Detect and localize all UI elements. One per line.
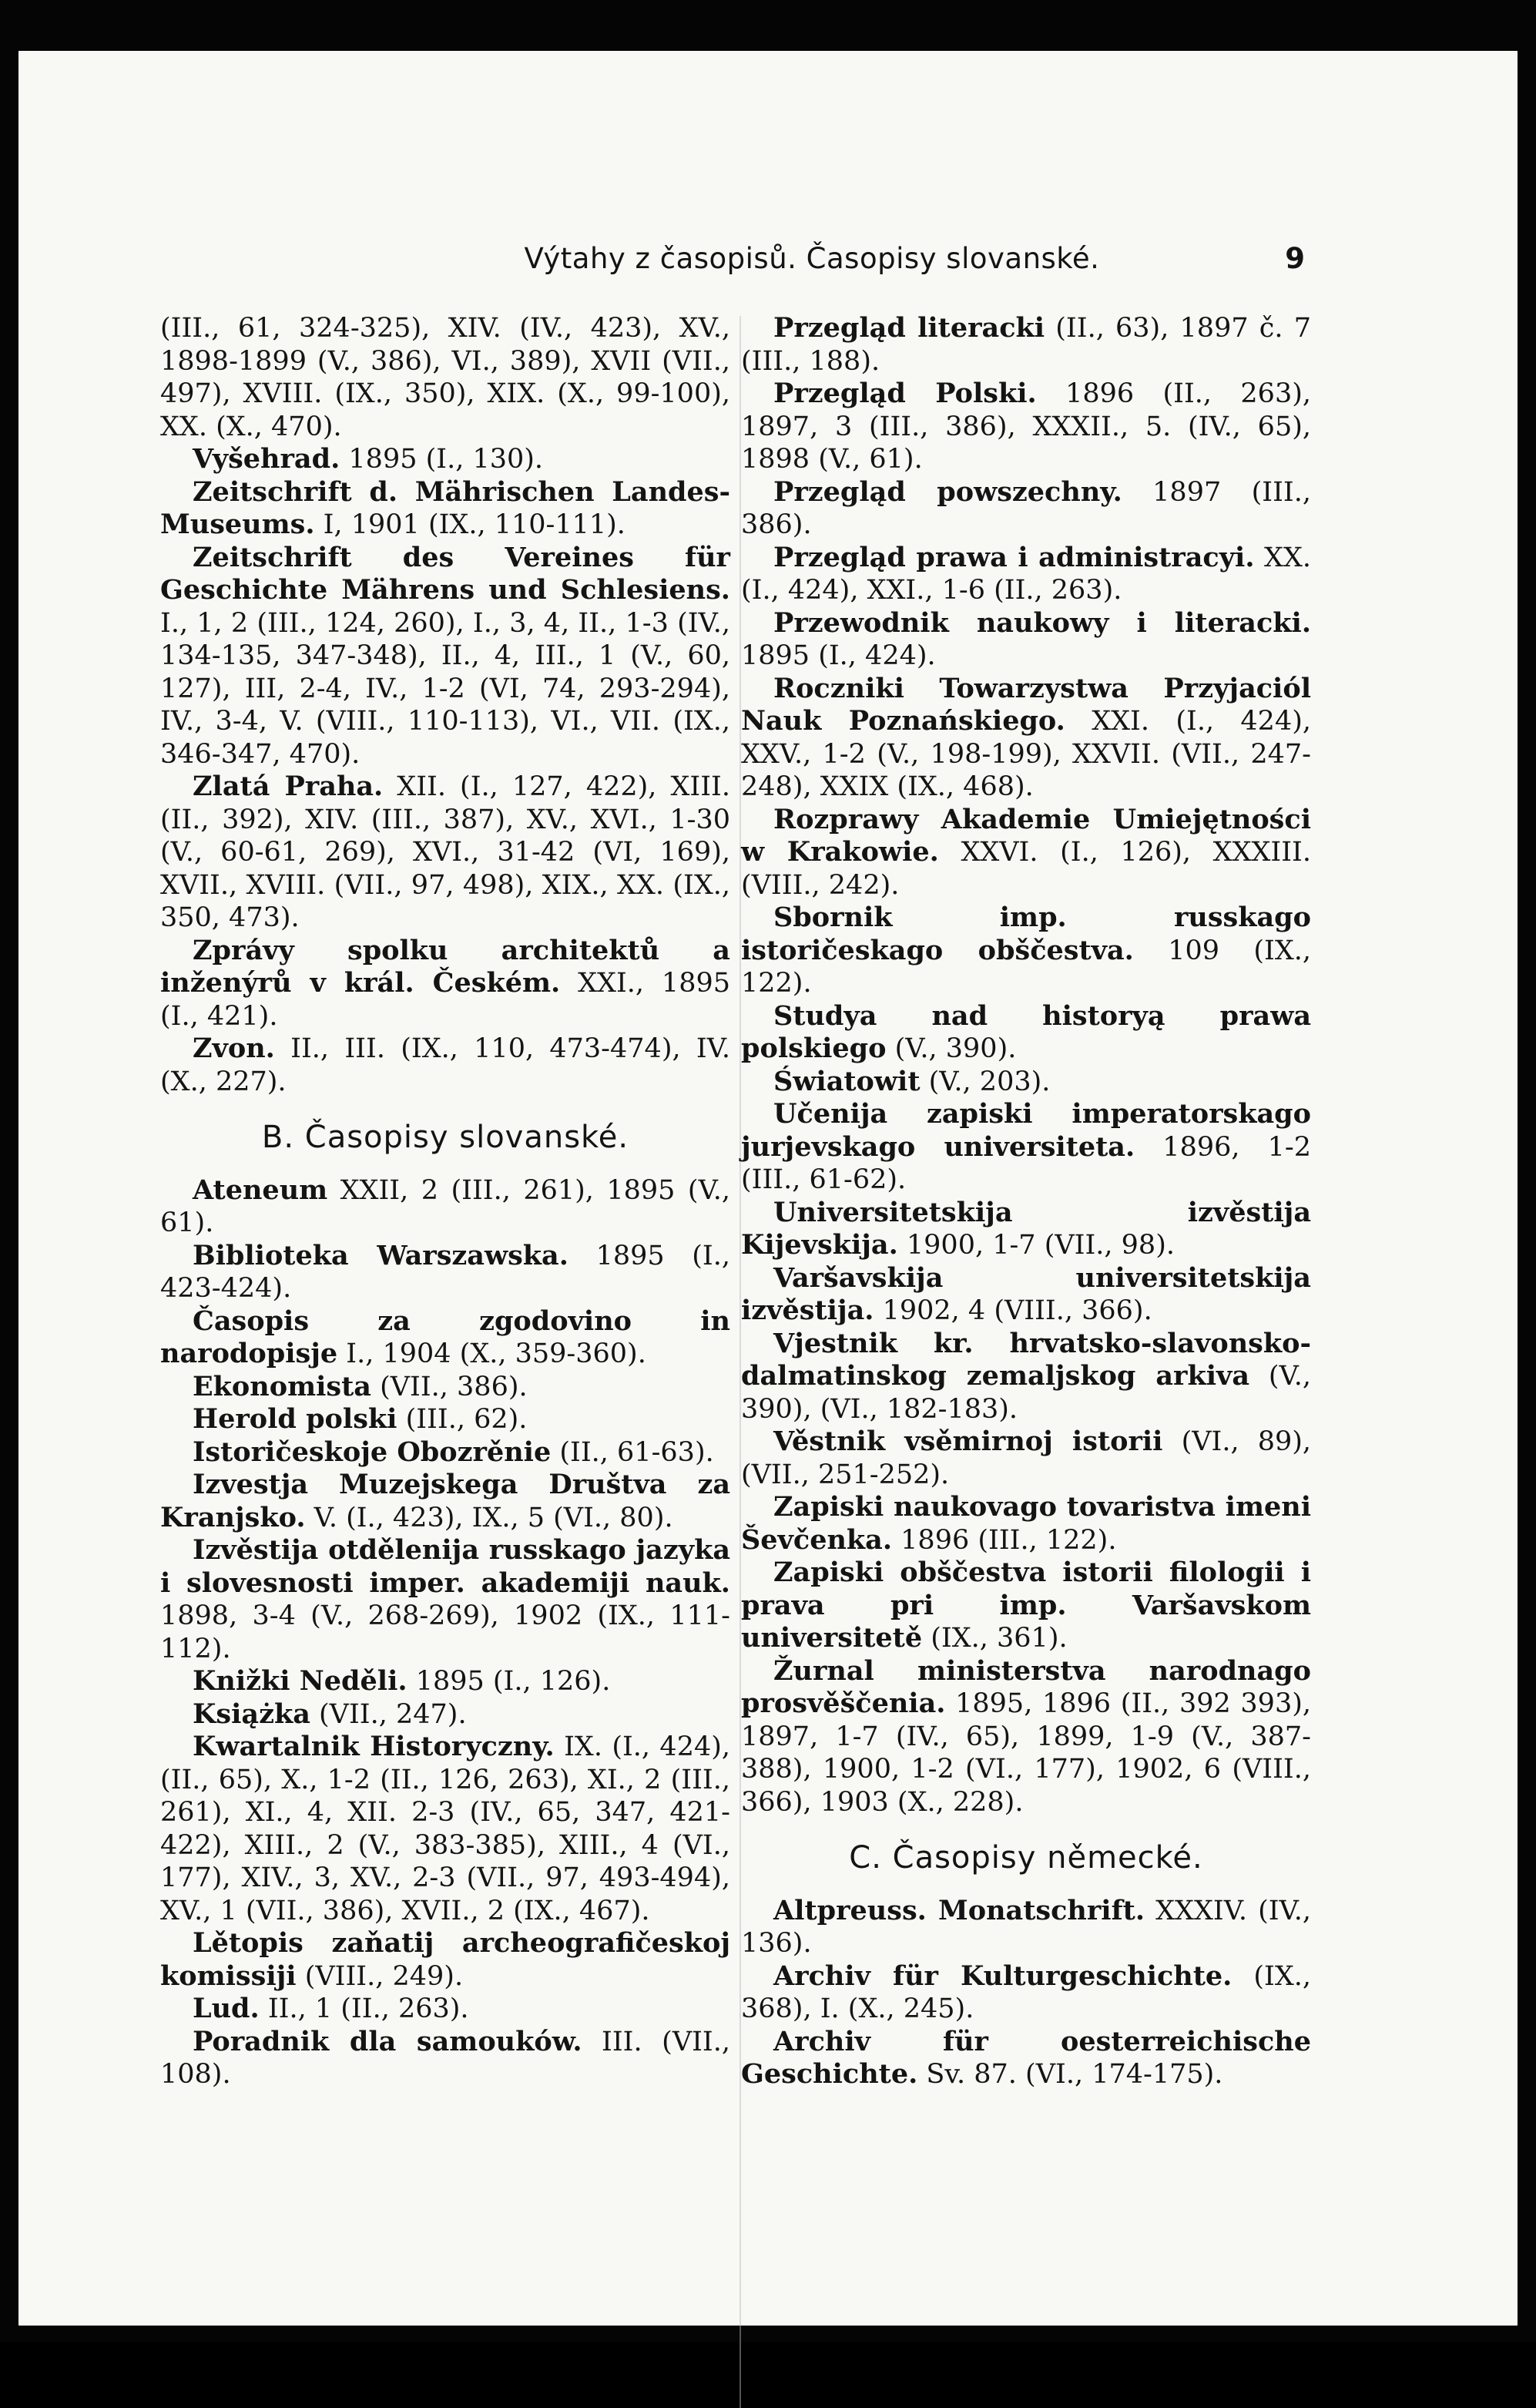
entry-details: (V., 390), (VI., 182-183). [741, 1361, 1311, 1425]
entry-details: XXXIV. (IV., 136). [741, 1895, 1312, 1959]
bibliography-entry [160, 443, 730, 476]
entry-details: 1897 (III., 386). [741, 476, 1311, 540]
page-number: 9 [1285, 242, 1305, 275]
journal-title: Altpreuss. Monatschrift. [773, 1894, 1145, 1926]
journal-title: Zapiski obščestva istorii filologii i prava pri imp. Varšavskom universitetě [741, 1557, 1311, 1654]
bibliography-entry [741, 1655, 1311, 1819]
bibliography-entry [741, 607, 1311, 673]
journal-title: Światowit [773, 1065, 921, 1097]
journal-title: Poradnik dla samouków. [193, 2025, 582, 2057]
bibliography-entry [741, 312, 1311, 378]
journal-title: Zlatá Praha. [193, 771, 384, 802]
journal-title: Lětopis zaňatij archeografičeskoj komissiji [160, 1927, 730, 1992]
bibliography-entry [160, 1534, 730, 1665]
journal-title: Zeitschrift des Vereines für Geschichte Mährens und Schlesiens. [160, 541, 730, 606]
entry-details: 1895 (I., 424). [741, 640, 936, 671]
entry-details: 109 (IX., 122). [741, 935, 1311, 999]
bibliography-entry [741, 1557, 1311, 1655]
bibliography-entry [741, 476, 1311, 542]
right-entries-after [741, 1895, 1311, 2091]
bibliography-entry [160, 1665, 730, 1698]
bibliography-entry [160, 1240, 730, 1305]
entry-details: 1895 (I., 130). [340, 444, 544, 475]
entry-details: XXI. (I., 424), XXV., 1-2 (V., 198-199), XXVII. (VII., 247-248), XXIX (IX., 468). [741, 706, 1311, 802]
entry-details: (IX., 368), I. (X., 245). [741, 1960, 1311, 2024]
journal-title: Istoričeskoje Obozrěnie [193, 1436, 552, 1468]
journal-title: Ateneum [193, 1174, 328, 1206]
journal-title: Przewodnik naukowy i literacki. [773, 606, 1311, 639]
entry-details: XX. (I., 424), XXI., 1-6 (II., 263). [741, 542, 1311, 606]
journal-title: Zeitschrift d. Mährischen Landes-Museums. [160, 475, 730, 540]
journal-title: Vyšehrad. [193, 443, 340, 475]
journal-title: Herold polski [193, 1403, 397, 1435]
section-heading-c: C. Časopisy německé. [849, 1840, 1203, 1876]
bibliography-entry [741, 542, 1311, 607]
bibliography-entry [160, 1731, 730, 1927]
journal-title: Vjestnik kr. hrvatsko-slavonsko-dalmatinskog zemaljskog arkiva [741, 1327, 1311, 1392]
entry-details: 1898, 3-4 (V., 268-269), 1902 (IX., 111-112). [160, 1600, 730, 1664]
journal-title: Věstnik vsěmirnoj istorii [773, 1426, 1163, 1457]
entry-details: XII. (I., 127, 422), XIII. (II., 392), XIV. (III., 387), XV., XVI., 1-30 (V., 60-61, 269), XVI., 31-42 (VI, 169), XVII., XVIII. (VII., 97, 498), XIX., XX. (IX., 350, 473). [160, 771, 730, 933]
bibliography-entry [160, 542, 730, 771]
bibliography-entry [741, 902, 1311, 1000]
entry-details: 1895 (I., 126). [407, 1666, 611, 1697]
bibliography-entry [160, 476, 730, 542]
journal-title: Izvestja Muzejskega Društva za Kranjsko. [160, 1469, 730, 1533]
bibliography-entry [741, 1895, 1311, 1960]
bibliography-entry [741, 1262, 1311, 1328]
entry-details: (VII., 247). [310, 1698, 467, 1730]
journal-title: Rozprawy Akademie Umiejętności w Krakowie. [741, 803, 1311, 868]
entry-details: II., 1 (II., 263). [259, 1993, 469, 2024]
entry-details: III. (VII., 108). [160, 2026, 730, 2090]
right-column [741, 312, 1311, 2091]
bibliography-entry [160, 1469, 730, 1534]
journal-title: Archiv für oesterreichische Geschichte. [741, 2025, 1311, 2090]
entry-details: II., III. (IX., 110, 473-474), IV. (X., 227). [160, 1033, 730, 1097]
bibliography-entry [741, 1960, 1311, 2026]
bibliography-entry [741, 1066, 1311, 1099]
journal-title: Izvěstija otdělenija russkago jazyka i slovesnosti imper. akademiji nauk. [160, 1534, 730, 1599]
bibliography-entry [160, 1436, 730, 1469]
page-header [18, 236, 1518, 290]
entry-details: IX. (I., 424), (II., 65), X., 1-2 (II., 126, 263), XI., 2 (III., 261), XI., 4, XII. 2-3 (IV., 65, 347, 421-422), XIII., 2 (V., 383-385), XIII., 4 (VI., 177), XIV., 3, XV., 2-3 (VII., 97, 493-494), XV., 1 (VII., 386), XVII., 2 (IX., 467). [160, 1731, 731, 1926]
bibliography-entry [160, 1371, 730, 1404]
entry-details: (VI., 89), (VII., 251-252). [741, 1426, 1312, 1490]
bibliography-entry [160, 935, 730, 1033]
entry-details: XXII, 2 (III., 261), 1895 (V., 61). [160, 1174, 730, 1238]
bibliography-entry [160, 1993, 730, 2026]
journal-title: Zprávy spolku architektů a inženýrů v král. Českém. [160, 934, 730, 999]
bibliography-entry [160, 312, 730, 443]
entry-details: V. (I., 423), IX., 5 (VI., 80). [305, 1502, 673, 1533]
bibliography-entry [741, 1000, 1311, 1066]
bibliography-entry [741, 1491, 1311, 1557]
bibliography-entry [741, 2026, 1311, 2091]
journal-title: Varšavskija universitetskija izvěstija. [741, 1261, 1311, 1326]
entry-details: (V., 203). [920, 1066, 1051, 1097]
journal-title: Książka [193, 1698, 310, 1730]
entry-details: (V., 390). [886, 1033, 1017, 1064]
entry-details: (VII., 386). [371, 1371, 528, 1402]
journal-title: Universitetskija izvěstija Kijevskija. [741, 1196, 1311, 1261]
journal-title: Ekonomista [193, 1370, 371, 1402]
entry-details: 1900, 1-7 (VII., 98). [897, 1230, 1175, 1261]
bibliography-entry [160, 1698, 730, 1731]
entry-details: 1896, 1-2 (III., 61-62). [741, 1131, 1312, 1195]
journal-title: Časopis za zgodovino in narodopisje [160, 1305, 730, 1369]
journal-title: Učenija zapiski imperatorskago jurjevskago universiteta. [741, 1098, 1311, 1163]
journal-title: Przegląd prawa i administracyi. [773, 541, 1255, 573]
bibliography-entry [741, 1197, 1311, 1262]
journal-title: Lud. [193, 1993, 260, 2024]
bibliography-entry [741, 378, 1311, 476]
entry-details: I., 1904 (X., 359-360). [337, 1338, 646, 1369]
journal-title: Roczniki Towarzystwa Przyjaciól Nauk Poznańskiego. [741, 672, 1311, 737]
entry-details: 1896 (II., 263), 1897, 3 (III., 386), XXXII., 5. (IV., 65), 1898 (V., 61). [741, 378, 1311, 475]
left-entries-after [160, 1174, 730, 2091]
journal-title: Zapiski naukovago tovaristva imeni Ševčenka. [741, 1491, 1311, 1556]
journal-title: Žurnal ministerstva narodnago prosvěščenia. [741, 1654, 1311, 1719]
bibliography-entry [160, 1927, 730, 1993]
journal-title: Sbornik imp. russkago istoričeskago obščestva. [741, 902, 1311, 966]
entry-details: (IX., 361). [922, 1623, 1068, 1654]
entry-details: 1896 (III., 122). [892, 1524, 1117, 1556]
journal-title: Zvon. [193, 1033, 275, 1064]
bibliography-entry [160, 1174, 730, 1240]
bibliography-entry [160, 1305, 730, 1371]
bibliography-entry [160, 2026, 730, 2091]
entry-details: 1895, 1896 (II., 392 393), 1897, 1-7 (IV., 65), 1899, 1-9 (V., 387-388), 1900, 1-2 (VI., 177), 1902, 6 (VIII., 366), 1903 (X., 228). [741, 1688, 1311, 1818]
journal-title: Przegląd powszechny. [773, 475, 1122, 508]
journal-title: Studya nad historyą prawa polskiego [741, 999, 1311, 1064]
bibliography-entry [741, 1098, 1311, 1197]
bibliography-entry [741, 804, 1311, 902]
entry-details: (II., 63), 1897 č. 7 (III., 188). [741, 313, 1311, 377]
journal-title: Przegląd Polski. [773, 378, 1037, 409]
bibliography-entry [160, 1033, 730, 1098]
entry-details: (VIII., 249). [296, 1960, 464, 1992]
entry-details: 1895 (I., 423-424). [160, 1240, 730, 1304]
right-entries-before [741, 312, 1311, 1819]
entry-details: (II., 61-63). [551, 1436, 714, 1468]
entry-details: XXVI. (I., 126), XXXIII. (VIII., 242). [741, 837, 1312, 901]
entry-details: 1902, 4 (VIII., 366). [874, 1295, 1152, 1326]
entry-details: (III., 61, 324-325), XIV. (IV., 423), XV., 1898-1899 (V., 386), VI., 389), XVII (VII., 497), XVIII. (IX., 350), XIX. (X., 99-100), XX. (X., 470). [160, 313, 730, 442]
bibliography-entry [160, 1403, 730, 1436]
section-heading-b: B. Časopisy slovanské. [261, 1120, 629, 1155]
entry-details: I, 1901 (IX., 110-111). [314, 509, 625, 540]
left-column [160, 312, 730, 2091]
bibliography-entry [741, 1328, 1311, 1426]
entry-details: I., 1, 2 (III., 124, 260), I., 3, 4, II., 1-3 (IV., 134-135, 347-348), II., 4, III., 1 (V., 60, 127), III, 2-4, IV., 1-2 (VI, 74, 293-294), IV., 3-4, V. (VIII., 110-113), VI., VII. (IX., 346-347, 470). [160, 607, 730, 770]
left-entries-before [160, 312, 730, 1098]
journal-title: Biblioteka Warszawska. [193, 1239, 568, 1271]
journal-title: Kwartalnik Historyczny. [193, 1731, 555, 1762]
running-title: Výtahy z časopisů. Časopisy slovanské. [524, 242, 1100, 275]
entry-details: XXI., 1895 (I., 421). [160, 968, 730, 1032]
journal-title: Archiv für Kulturgeschichte. [773, 1960, 1232, 1992]
journal-title: Knižki Neděli. [193, 1665, 407, 1697]
bibliography-entry [741, 673, 1311, 804]
bibliography-entry [160, 771, 730, 935]
entry-details: Sv. 87. (VI., 174-175). [917, 2059, 1223, 2090]
journal-title: Przegląd literacki [773, 312, 1045, 344]
bibliography-entry [741, 1426, 1311, 1491]
entry-details: (III., 62). [397, 1404, 528, 1435]
